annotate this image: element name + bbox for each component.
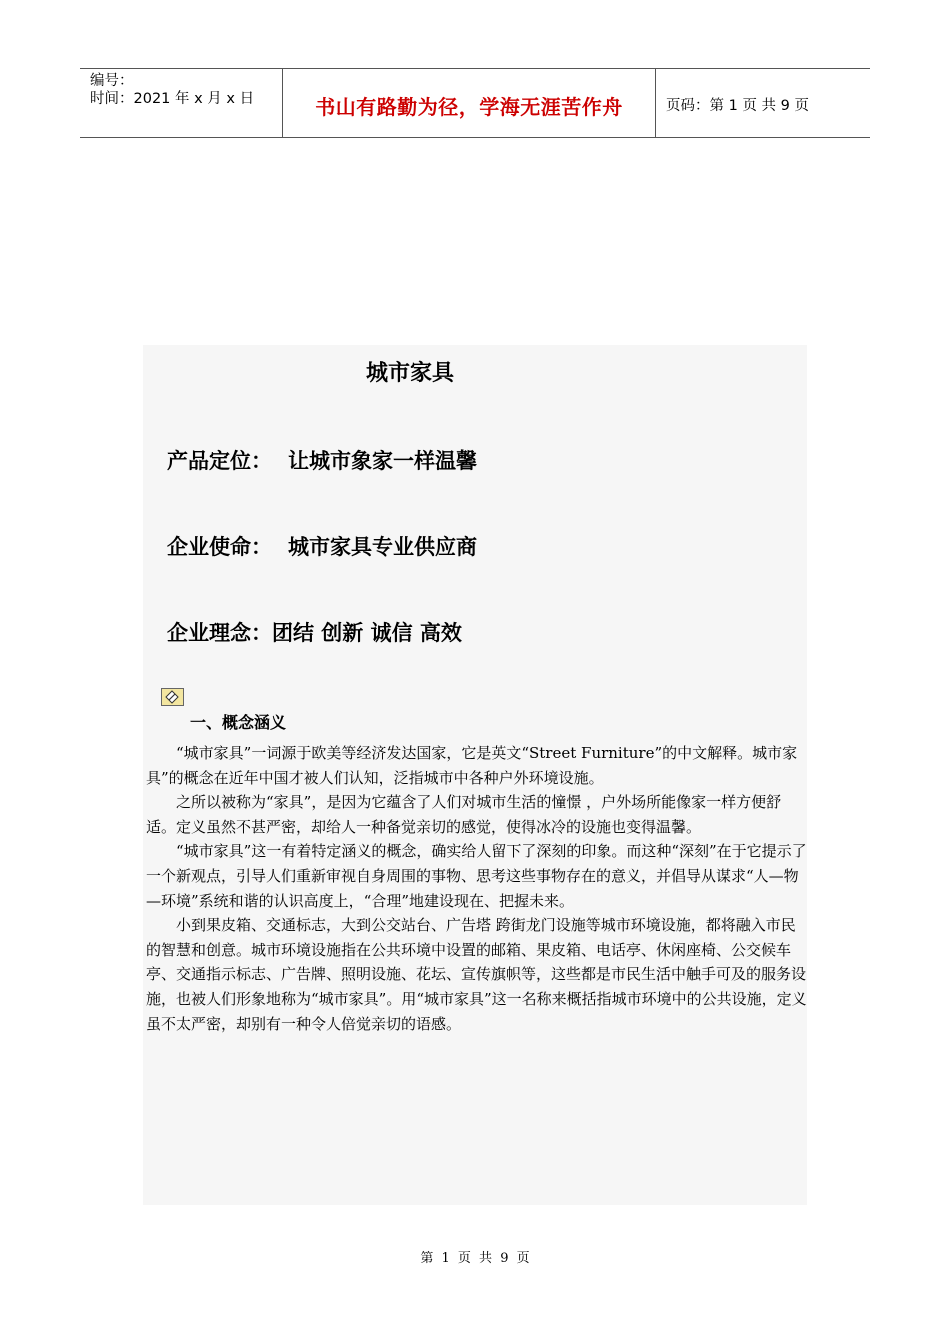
slogan-value: 团结 创新 诚信 高效: [272, 621, 462, 645]
slogan-label: 产品定位：: [167, 449, 272, 473]
header-page-cell: [656, 69, 870, 137]
header-motto-cell: [283, 69, 656, 137]
document-date: 时间：2021 年 x 月 x 日: [90, 91, 255, 107]
slogan-product-positioning: [167, 445, 477, 475]
pencil-diamond-icon: [165, 690, 180, 704]
header-meta-cell: [80, 69, 283, 137]
slogan-label: 企业理念：: [167, 621, 272, 645]
header-table: [80, 68, 870, 138]
slogan-philosophy: [167, 617, 462, 647]
paragraph: “城市家具”一词源于欧美等经济发达国家，它是英文“Street Furniture”的中文解释。城市家具”的概念在近年中国才被人们认知，泛指城市中各种户外环境设施。: [146, 744, 798, 787]
page-footer: 第 1 页 共 9 页: [420, 1251, 530, 1266]
embedded-object-icon[interactable]: [161, 688, 184, 706]
slogan-value: 城市家具专业供应商: [288, 535, 477, 559]
paragraph: 之所以被称为“家具”，是因为它蕴含了人们对城市生活的憧憬 ，户外场所能像家一样方便舒适。定义虽然不甚严密，却给人一种备觉亲切的感觉，使得冰冷的设施也变得温馨。: [146, 793, 782, 836]
document-number-label: 编号：: [90, 73, 134, 89]
slogan-mission: [167, 531, 477, 561]
header-motto: 书山有路勤为径，学海无涯苦作舟: [315, 95, 623, 119]
section-heading: 一、概念涵义: [190, 713, 287, 732]
paragraph: 小到果皮箱、交通标志，大到公交站台、广告塔 跨街龙门设施等城市环境设施，都将融入市民的智慧和创意。城市环境设施指在公共环境中设置的邮箱、果皮箱、电话亭、休闲座椅、公交候车亭、交通指示标志、广告牌、照明设施、花坛、宣传旗帜等，这些都是市民生活中触手可及的服务设施，也被人们形象地称为“城市家具”。用“城市家具”这一名称来概括指城市环境中的公共设施，定义虽不太严密，却别有一种令人倍觉亲切的语感。: [146, 916, 807, 1033]
slogan-label: 企业使命：: [167, 535, 272, 559]
slogan-value: 让城市象家一样温馨: [288, 449, 477, 473]
body-text: [146, 741, 810, 1036]
document-title: 城市家具: [365, 361, 454, 386]
paragraph: “城市家具”这一有着特定涵义的概念，确实给人留下了深刻的印象。而这种“深刻”在于它提示了一个新观点，引导人们重新审视自身周围的事物、思考这些事物存在的意义，并倡导从谋求“人—物—环境”系统和谐的认识高度上，“合理”地建设现在、把握未来。: [146, 842, 807, 910]
header-page-info: 页码：第 1 页 共 9 页: [666, 98, 809, 114]
